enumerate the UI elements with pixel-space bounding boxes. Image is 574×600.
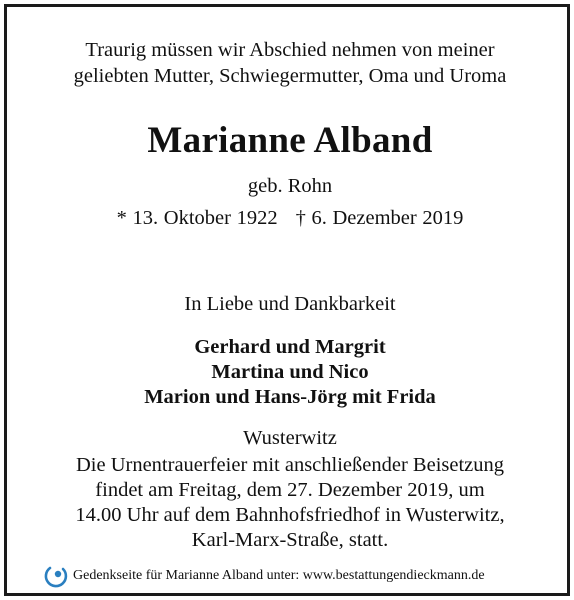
intro-line-1: Traurig müssen wir Abschied nehmen von meiner <box>85 39 495 61</box>
funeral-notice <box>7 453 573 553</box>
intro-line-2: geliebten Mutter, Schwiegermutter, Oma und Uroma <box>73 65 507 87</box>
family-line: Gerhard und Margrit <box>194 336 386 358</box>
family-signatures <box>7 335 573 410</box>
notice-line: 14.00 Uhr auf dem Bahnhofsfriedhof in Wusterwitz, <box>75 504 505 526</box>
closing-phrase: In Liebe und Dankbarkeit <box>184 293 396 315</box>
birth-date: * 13. Oktober 1922 <box>116 207 278 229</box>
notice-line: Die Urnentrauerfeier mit anschließender Beisetzung <box>75 454 505 476</box>
intro-text <box>7 37 573 89</box>
life-dates <box>7 205 573 231</box>
memorial-logo-icon <box>43 563 69 589</box>
memorial-page-link[interactable]: Gedenkseite für Marianne Alband unter: www.bestattungendieckmann.de <box>73 568 485 583</box>
deceased-name: Marianne Alband <box>147 120 433 161</box>
notice-line: Karl-Marx-Straße, statt. <box>191 529 389 551</box>
memorial-page-footer <box>43 563 563 589</box>
place-name: Wusterwitz <box>243 427 337 449</box>
notice-line: findet am Freitag, dem 27. Dezember 2019, um <box>95 479 485 501</box>
obituary-frame <box>4 4 570 596</box>
family-line: Martina und Nico <box>211 361 369 383</box>
death-date: † 6. Dezember 2019 <box>295 207 464 229</box>
maiden-name: geb. Rohn <box>247 175 333 197</box>
family-line: Marion und Hans-Jörg mit Frida <box>144 386 436 408</box>
